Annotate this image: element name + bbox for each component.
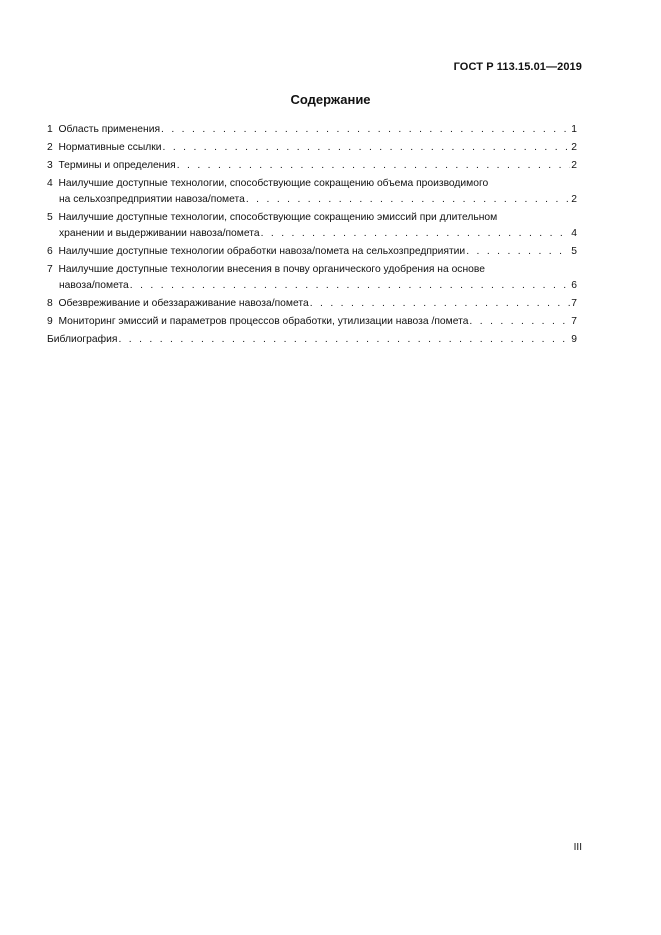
- toc-entry-number: 6: [47, 246, 53, 257]
- toc-leader-dots: [130, 278, 570, 294]
- toc-entry-number: 4: [47, 178, 53, 189]
- toc-entry[interactable]: [47, 262, 577, 294]
- toc-entry-title: Наилучшие доступные технологии, способствующие сокращению объема производимого: [58, 178, 489, 189]
- toc-leader-dots: [469, 314, 570, 330]
- toc-entry[interactable]: [47, 244, 577, 260]
- toc-entry-number: 7: [47, 264, 53, 275]
- toc-entry-title: хранении и выдерживании навоза/помета: [59, 228, 260, 239]
- toc-entry-number: 9: [47, 316, 53, 327]
- toc-entry-number: 2: [47, 142, 53, 153]
- toc-leader-dots: [118, 332, 570, 348]
- toc-leader-dots: [261, 226, 571, 242]
- toc-entry[interactable]: [47, 314, 577, 330]
- toc-leader-dots: [177, 158, 571, 174]
- toc-entry-title: Наилучшие доступные технологии обработки навоза/помета на сельхозпредприятии: [58, 246, 466, 257]
- toc-entry[interactable]: [47, 296, 577, 312]
- toc-entry-page: 2: [571, 194, 577, 205]
- toc-entry-page: 2: [571, 160, 577, 171]
- page-number: III: [573, 842, 582, 853]
- toc-entry-title: Наилучшие доступные технологии внесения в почву органического удобрения на основе: [58, 264, 485, 275]
- toc-leader-dots: [161, 122, 570, 138]
- toc-entry-title: Нормативные ссылки: [58, 142, 162, 153]
- toc-entry[interactable]: [47, 332, 577, 348]
- toc-entry-page: 9: [571, 334, 577, 345]
- toc-entry-title: Библиография: [47, 334, 118, 345]
- toc-title: Содержание: [290, 92, 371, 107]
- toc-entry-number: 8: [47, 298, 53, 309]
- toc-entry-page: 2: [571, 142, 577, 153]
- toc-entry-number: 1: [47, 124, 53, 135]
- toc-entry[interactable]: [47, 140, 577, 156]
- toc-entry-page: 7: [571, 316, 577, 327]
- toc-entry-page: 4: [571, 228, 577, 239]
- toc-entry-title: Термины и определения: [58, 160, 176, 171]
- toc-entry[interactable]: [47, 158, 577, 174]
- table-of-contents: [47, 122, 577, 350]
- toc-entry-page: 5: [571, 246, 577, 257]
- toc-entry-number: 5: [47, 212, 53, 223]
- toc-entry-page: 6: [571, 280, 577, 291]
- toc-entry-title: Область применения: [58, 124, 161, 135]
- toc-entry-title: Мониторинг эмиссий и параметров процессов обработки, утилизации навоза /помета: [58, 316, 469, 327]
- toc-entry-page: 1: [571, 124, 577, 135]
- toc-entry-title: Наилучшие доступные технологии, способствующие сокращению эмиссий при длительном: [58, 212, 498, 223]
- toc-entry-page: 7: [571, 298, 577, 309]
- toc-entry-title: на сельхозпредприятии навоза/помета: [59, 194, 245, 205]
- toc-entry[interactable]: [47, 176, 577, 208]
- toc-leader-dots: [310, 296, 571, 312]
- document-standard-code: ГОСТ Р 113.15.01—2019: [453, 61, 582, 73]
- toc-leader-dots: [466, 244, 570, 260]
- toc-leader-dots: [246, 192, 570, 208]
- toc-entry-title: Обезвреживание и обеззараживание навоза/помета: [58, 298, 309, 309]
- toc-entry-number: 3: [47, 160, 53, 171]
- toc-entry-title: навоза/помета: [59, 280, 129, 291]
- toc-entry[interactable]: [47, 210, 577, 242]
- toc-leader-dots: [163, 140, 571, 156]
- toc-entry[interactable]: [47, 122, 577, 138]
